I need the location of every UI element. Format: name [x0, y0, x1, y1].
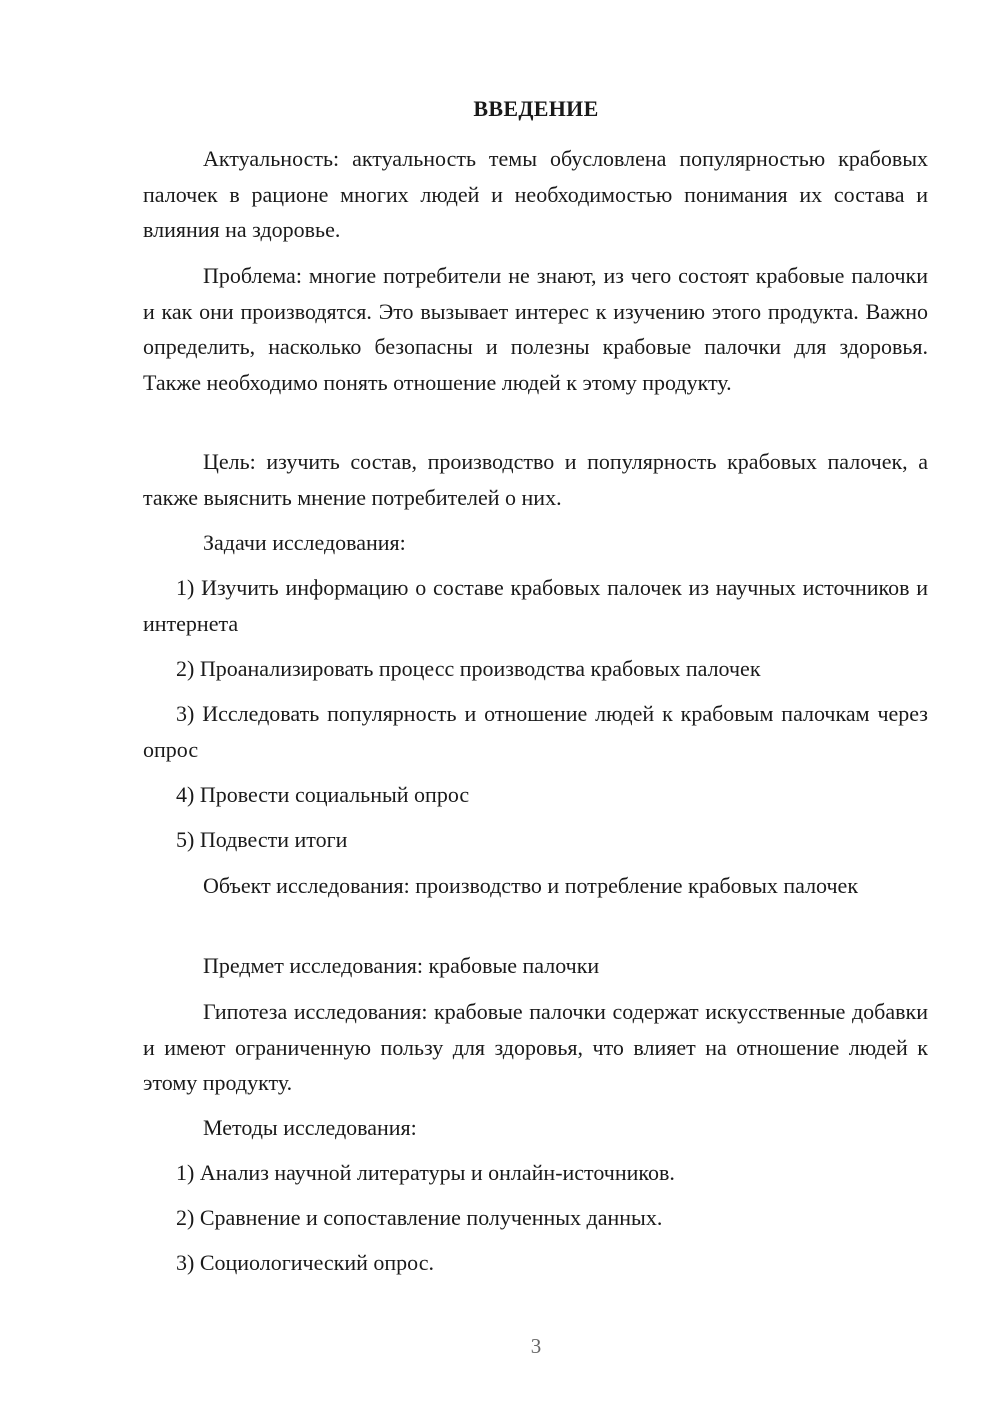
- object-paragraph: Объект исследования: производство и потребление крабовых палочек: [203, 873, 859, 898]
- task-item: 5) Подвести итоги: [176, 827, 348, 852]
- task-item: 2) Проанализировать процесс производства крабовых палочек: [176, 656, 761, 681]
- page-title: ВВЕДЕНИЕ: [473, 96, 599, 121]
- tasks-heading: Задачи исследования:: [203, 530, 406, 555]
- problem-paragraph: Проблема: многие потребители не знают, из чего состоят крабовые палочки и как они производятся. Это вызывает интерес к изучению этого продукта. Важно определить, насколько безопасны и полезны крабовые палочки для здоровья. Также необходимо понять отношение людей к этому продукту.: [143, 263, 928, 395]
- method-item: 1) Анализ научной литературы и онлайн-источников.: [176, 1160, 675, 1185]
- task-item: 4) Провести социальный опрос: [176, 782, 470, 807]
- goal-paragraph: Цель: изучить состав, производство и популярность крабовых палочек, а также выяснить мнение потребителей о них.: [143, 449, 928, 510]
- hypothesis-paragraph: Гипотеза исследования: крабовые палочки содержат искусственные добавки и имеют ограниченную пользу для здоровья, что влияет на отношение людей к этому продукту.: [143, 999, 928, 1095]
- relevance-paragraph: Актуальность: актуальность темы обусловлена популярностью крабовых палочек в рационе многих людей и необходимостью понимания их состава и влияния на здоровье.: [143, 146, 928, 242]
- task-item: 3) Исследовать популярность и отношение людей к крабовым палочкам через опрос: [143, 701, 928, 762]
- subject-paragraph: Предмет исследования: крабовые палочки: [203, 953, 600, 978]
- task-item: 1) Изучить информацию о составе крабовых палочек из научных источников и интернета: [143, 575, 928, 636]
- method-item: 2) Сравнение и сопоставление полученных данных.: [176, 1205, 663, 1230]
- method-item: 3) Социологический опрос.: [176, 1250, 434, 1275]
- page-number: 3: [530, 1334, 542, 1358]
- methods-heading: Методы исследования:: [203, 1115, 417, 1140]
